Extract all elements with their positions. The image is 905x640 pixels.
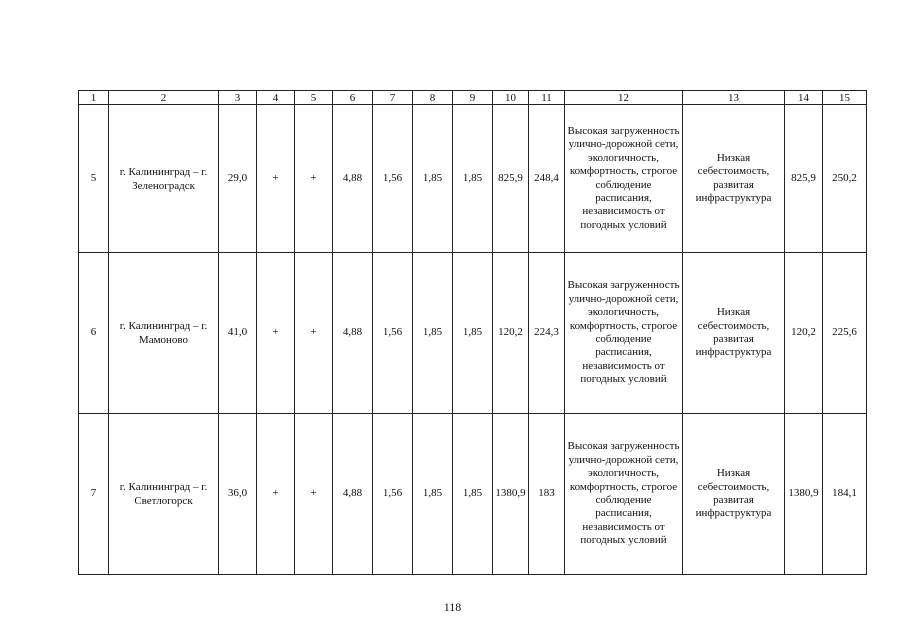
table-cell: 1,56 [373, 253, 413, 414]
route-cell: г. Калининград – г. Мамоново [109, 253, 219, 414]
column-number-row [79, 91, 867, 105]
row-number: 6 [79, 253, 109, 414]
column-number: 12 [565, 91, 683, 105]
table-cell: 4,88 [333, 414, 373, 575]
table-cell: + [257, 105, 295, 253]
table-cell: 1380,9 [785, 414, 823, 575]
table-cell: 41,0 [219, 253, 257, 414]
table-cell: + [295, 105, 333, 253]
column-number: 5 [295, 91, 333, 105]
table-cell: 248,4 [529, 105, 565, 253]
benefits-cell: Низкая себестоимость, развитая инфраструктура [683, 253, 785, 414]
table-cell: + [257, 414, 295, 575]
table-cell: 1,56 [373, 414, 413, 575]
page-number: 118 [443, 600, 462, 614]
table-cell: + [257, 253, 295, 414]
route-cell: г. Калининград – г. Светлогорск [109, 414, 219, 575]
column-number: 14 [785, 91, 823, 105]
table-cell: 4,88 [333, 253, 373, 414]
benefits-cell: Низкая себестоимость, развитая инфраструктура [683, 105, 785, 253]
table-cell: 1,56 [373, 105, 413, 253]
table-cell: 4,88 [333, 105, 373, 253]
column-number: 1 [79, 91, 109, 105]
table-cell: 225,6 [823, 253, 867, 414]
table-cell: 183 [529, 414, 565, 575]
table-cell: 825,9 [493, 105, 529, 253]
table-cell: 36,0 [219, 414, 257, 575]
table-row [79, 414, 867, 575]
table-cell: + [295, 253, 333, 414]
column-number: 15 [823, 91, 867, 105]
data-table [78, 90, 867, 575]
table-row [79, 253, 867, 414]
advantages-cell: Высокая загруженность улично-дорожной сети, экологичность, комфортность, строгое соблюдение расписания, независимость от погодных условий [565, 414, 683, 575]
table-cell: 250,2 [823, 105, 867, 253]
column-number: 6 [333, 91, 373, 105]
table-cell: 29,0 [219, 105, 257, 253]
table-cell: 1,85 [413, 414, 453, 575]
column-number: 13 [683, 91, 785, 105]
table-row [79, 105, 867, 253]
table-cell: 120,2 [493, 253, 529, 414]
table-cell: 1,85 [453, 414, 493, 575]
column-number: 2 [109, 91, 219, 105]
column-number: 10 [493, 91, 529, 105]
table-cell: 1380,9 [493, 414, 529, 575]
row-number: 7 [79, 414, 109, 575]
advantages-cell: Высокая загруженность улично-дорожной сети, экологичность, комфортность, строгое соблюдение расписания, независимость от погодных условий [565, 253, 683, 414]
row-number: 5 [79, 105, 109, 253]
table-cell: 120,2 [785, 253, 823, 414]
table-cell: 184,1 [823, 414, 867, 575]
route-cell: г. Калининград – г. Зеленоградск [109, 105, 219, 253]
table-cell: 1,85 [413, 105, 453, 253]
table-cell: 1,85 [413, 253, 453, 414]
advantages-cell: Высокая загруженность улично-дорожной сети, экологичность, комфортность, строгое соблюдение расписания, независимость от погодных условий [565, 105, 683, 253]
column-number: 8 [413, 91, 453, 105]
column-number: 3 [219, 91, 257, 105]
column-number: 9 [453, 91, 493, 105]
table-cell: 825,9 [785, 105, 823, 253]
column-number: 7 [373, 91, 413, 105]
table-cell: 224,3 [529, 253, 565, 414]
benefits-cell: Низкая себестоимость, развитая инфраструктура [683, 414, 785, 575]
table-cell: 1,85 [453, 253, 493, 414]
table-cell: + [295, 414, 333, 575]
column-number: 4 [257, 91, 295, 105]
column-number: 11 [529, 91, 565, 105]
table-cell: 1,85 [453, 105, 493, 253]
